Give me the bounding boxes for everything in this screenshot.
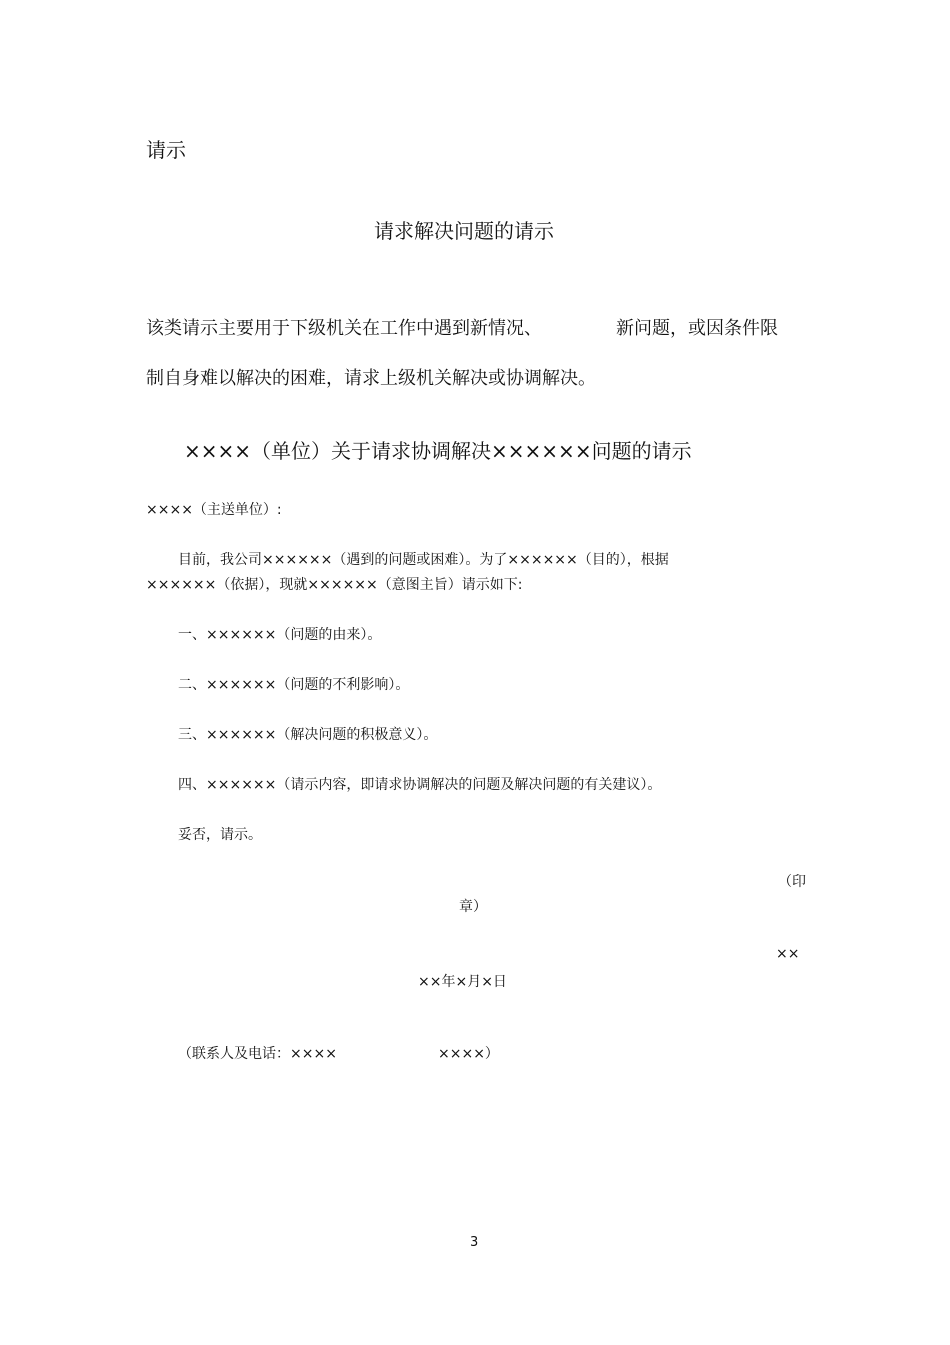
addressee: ××××（主送单位）: xyxy=(146,502,282,518)
date-part1: ×× xyxy=(776,946,800,962)
paragraph-line2: ××××××（依据），现就××××××（意图主旨）请示如下: xyxy=(146,577,523,593)
seal-label-part1: （印 xyxy=(778,874,806,890)
list-item: 一、××××××（问题的由来）。 xyxy=(178,627,382,643)
paragraph-line1: 目前，我公司××××××（遇到的问题或困难）。为了××××××（目的），根据 xyxy=(178,552,669,568)
document-subtitle: 请求解决问题的请示 xyxy=(374,219,554,243)
intro-text-line1a: 该类请示主要用于下级机关在工作中遇到新情况、 xyxy=(146,318,542,339)
intro-text-line2: 制自身难以解决的困难，请求上级机关解决或协调解决。 xyxy=(146,368,596,389)
list-item: 三、××××××（解决问题的积极意义）。 xyxy=(178,727,438,743)
date-part2: ××年×月×日 xyxy=(418,974,507,990)
contact-label: （联系人及电话：×××× xyxy=(178,1046,337,1062)
closing-text: 妥否，请示。 xyxy=(178,827,262,843)
seal-label-part2: 章） xyxy=(459,899,487,915)
document-title: ××××（单位）关于请求协调解决××××××问题的请示 xyxy=(184,439,692,463)
page-number: 3 xyxy=(470,1235,479,1250)
intro-text-line1b: 新问题，或因条件限 xyxy=(616,318,778,339)
contact-value: ××××） xyxy=(438,1046,499,1062)
document-category: 请示 xyxy=(146,138,186,162)
list-item: 二、××××××（问题的不利影响）。 xyxy=(178,677,410,693)
list-item: 四、××××××（请示内容，即请求协调解决的问题及解决问题的有关建议）。 xyxy=(178,777,662,793)
